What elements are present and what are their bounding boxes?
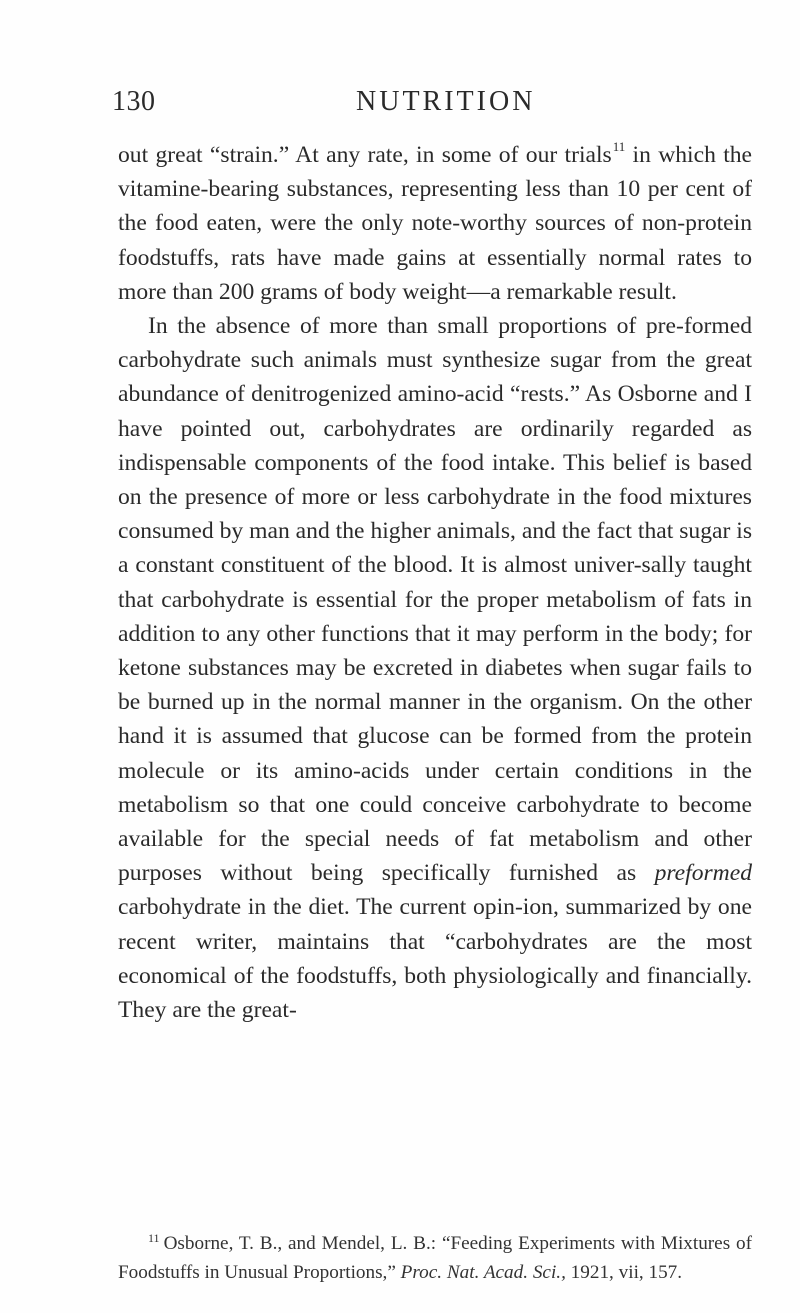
body-text — [118, 138, 752, 1027]
paragraph-1-text-a: out great “strain.” At any rate, in some of our trials — [118, 142, 612, 168]
running-head — [112, 86, 752, 126]
paragraph-1-text-b: in which the vitamine-bearing substances, representing less than 10 per cent of the food eaten, were the only note-worthy sources of non-protein foodstuffs, rats have made gains at essentially normal rates to more than 200 grams of body weight—a remarkable result. — [118, 142, 753, 305]
paragraph-1 — [118, 138, 752, 309]
paragraph-2-text-a: In the absence of more than small proportions of pre-formed carbohydrate such animals must synthesize sugar from the great abundance of denitrogenized amino-acid “rests.” As Osborne and I have pointed out, carbohydrates are ordinarily regarded as indispensable components of the food intake. This belief is based on the presence of more or less carbohydrate in the food mixtures consumed by man and the higher animals, and the fact that sugar is a constant constituent of the blood. It is almost univer-sally taught that carbohydrate is essential for the proper metabolism of fats in addition to any other functions that it may perform in the body; for ketone substances may be excreted in diabetes when sugar fails to be burned up in the normal manner in the organism. On the other hand it is assumed that glucose can be formed from the protein molecule or its amino-acids under certain conditions in the metabolism so that one could conceive carbohydrate to become available for the special needs of fat metabolism and other purposes without being specifically furnished as — [118, 313, 752, 887]
footnote — [118, 1230, 752, 1287]
footnote-text-b: 1921, vii, 157. — [565, 1262, 683, 1283]
emphasized-word: preformed — [654, 860, 752, 887]
footnote-journal: Proc. Nat. Acad. Sci., — [400, 1262, 566, 1283]
paragraph-2-text-b: carbohydrate in the diet. The current opin-ion, summarized by one recent writer, maintains that “carbohydrates are the most economical of the foodstuffs, both physiologically and financially. They are the great- — [118, 894, 752, 1024]
paragraph-2 — [118, 309, 752, 1027]
footnote-text — [118, 1230, 752, 1287]
page-number: 130 — [112, 86, 156, 117]
footnote-number: 11 — [148, 1231, 160, 1245]
footnote-reference: 11 — [612, 139, 626, 155]
running-title: NUTRITION — [356, 86, 536, 117]
footnote-text-a: Osborne, T. B., and Mendel, L. B.: “Feeding Experiments with Mixtures of Foodstuffs in Unusual Proportions,” — [118, 1233, 752, 1283]
